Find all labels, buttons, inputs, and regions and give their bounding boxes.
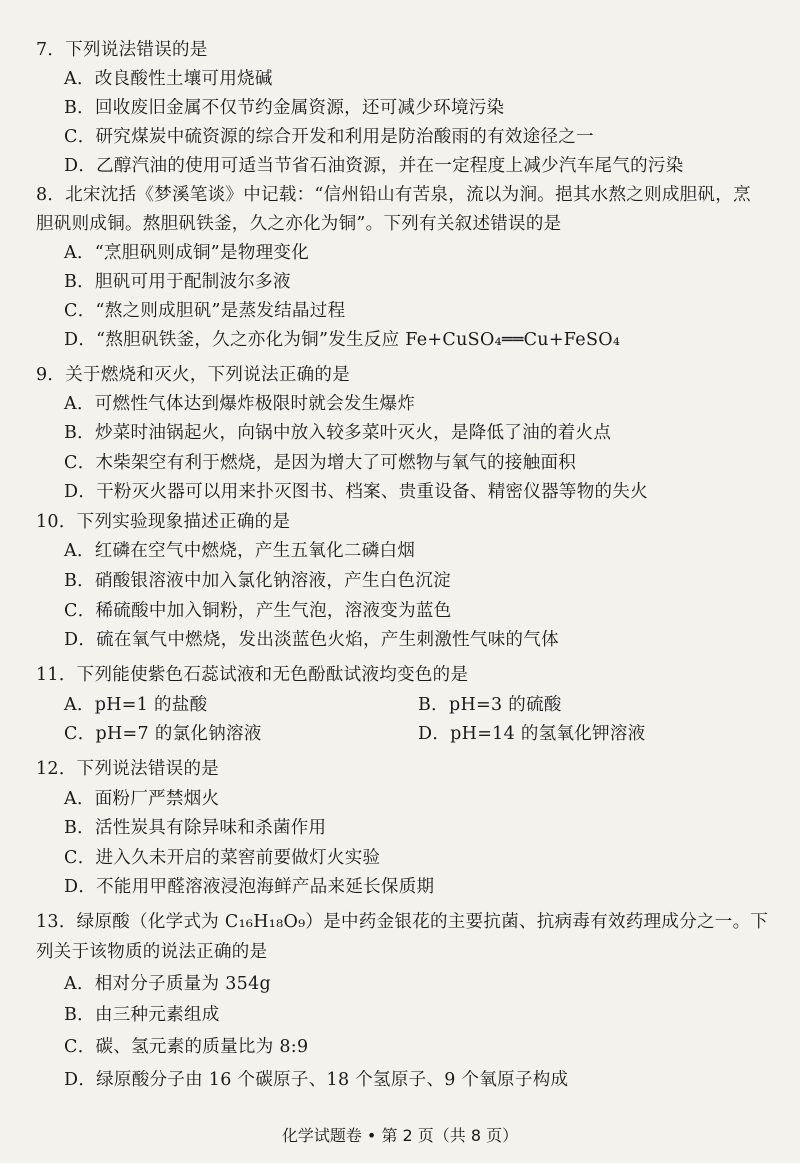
question-10-option-c: C．稀硫酸中加入铜粉，产生气泡，溶液变为蓝色: [64, 601, 452, 621]
question-12-option-c: C．进入久未开启的菜窖前要做灯火实验: [64, 848, 381, 868]
question-13-option-c: C．碳、氢元素的质量比为 8:9: [64, 1037, 309, 1057]
question-7-stem: 7．下列说法错误的是: [36, 40, 208, 60]
question-10-option-a: A．红磷在空气中燃烧，产生五氧化二磷白烟: [64, 541, 416, 561]
question-11-stem: 11．下列能使紫色石蕊试液和无色酚酞试液均变色的是: [36, 665, 469, 685]
question-8-option-a: A．“烹胆矾则成铜”是物理变化: [64, 243, 310, 263]
question-9-option-a: A．可燃性气体达到爆炸极限时就会发生爆炸: [64, 394, 416, 414]
question-8-option-c: C．“熬之则成胆矾”是蒸发结晶过程: [64, 301, 346, 321]
question-9-option-d: D．干粉灭火器可以用来扑灭图书、档案、贵重设备、精密仪器等物的失火: [64, 482, 648, 502]
question-12-option-a: A．面粉厂严禁烟火: [64, 789, 220, 809]
question-9-option-c: C．木柴架空有利于燃烧，是因为增大了可燃物与氧气的接触面积: [64, 453, 577, 473]
question-11-option-c: C．pH=7 的氯化钠溶液: [64, 724, 262, 744]
question-13-option-b: B．由三种元素组成: [64, 1005, 220, 1025]
question-13-stem-line-1: 13．绿原酸（化学式为 C₁₆H₁₈O₉）是中药金银花的主要抗菌、抗病毒有效药理成分之一。下: [36, 912, 769, 932]
question-13-stem-line-2: 列关于该物质的说法正确的是: [36, 942, 268, 962]
question-12-option-b: B．活性炭具有除异味和杀菌作用: [64, 818, 327, 838]
question-10-stem: 10．下列实验现象描述正确的是: [36, 512, 291, 532]
question-11-option-a: A．pH=1 的盐酸: [64, 695, 208, 715]
question-8-option-b: B．胆矾可用于配制波尔多液: [64, 272, 291, 292]
question-13-option-d: D．绿原酸分子由 16 个碳原子、18 个氢原子、9 个氧原子构成: [64, 1070, 569, 1090]
question-13-option-a: A．相对分子质量为 354g: [64, 974, 272, 994]
question-10-option-d: D．硫在氧气中燃烧，发出淡蓝色火焰，产生刺激性气味的气体: [64, 630, 559, 650]
question-9-option-b: B．炒菜时油锅起火，向锅中放入较多菜叶灭火，是降低了油的着火点: [64, 423, 612, 443]
question-11-option-b: B．pH=3 的硫酸: [418, 695, 562, 715]
page-footer: 化学试题卷 • 第 2 页（共 8 页）: [281, 1126, 519, 1145]
question-7-option-c: C．研究煤炭中硫资源的综合开发和利用是防治酸雨的有效途径之一: [64, 127, 594, 147]
question-7-option-b: B．回收废旧金属不仅节约金属资源，还可减少环境污染: [64, 98, 505, 118]
question-11-option-d: D．pH=14 的氢氧化钾溶液: [418, 724, 646, 744]
question-7-option-d: D．乙醇汽油的使用可适当节省石油资源，并在一定程度上减少汽车尾气的污染: [64, 156, 684, 176]
question-8-option-d: D．“熬胆矾铁釜，久之亦化为铜”发生反应 Fe+CuSO₄══Cu+FeSO₄: [64, 330, 621, 350]
question-8-stem-line-1: 8．北宋沈括《梦溪笔谈》中记载：“信州铅山有苦泉，流以为涧。挹其水熬之则成胆矾，烹: [36, 185, 751, 205]
question-10-option-b: B．硝酸银溶液中加入氯化钠溶液，产生白色沉淀: [64, 571, 451, 591]
question-7-option-a: A．改良酸性土壤可用烧碱: [64, 69, 273, 89]
question-12-stem: 12．下列说法错误的是: [36, 759, 220, 779]
question-8-stem-line-2: 胆矾则成铜。熬胆矾铁釜，久之亦化为铜”。下列有关叙述错误的是: [36, 214, 562, 234]
question-12-option-d: D．不能用甲醛溶液浸泡海鲜产品来延长保质期: [64, 877, 435, 897]
question-9-stem: 9．关于燃烧和灭火，下列说法正确的是: [36, 365, 351, 385]
